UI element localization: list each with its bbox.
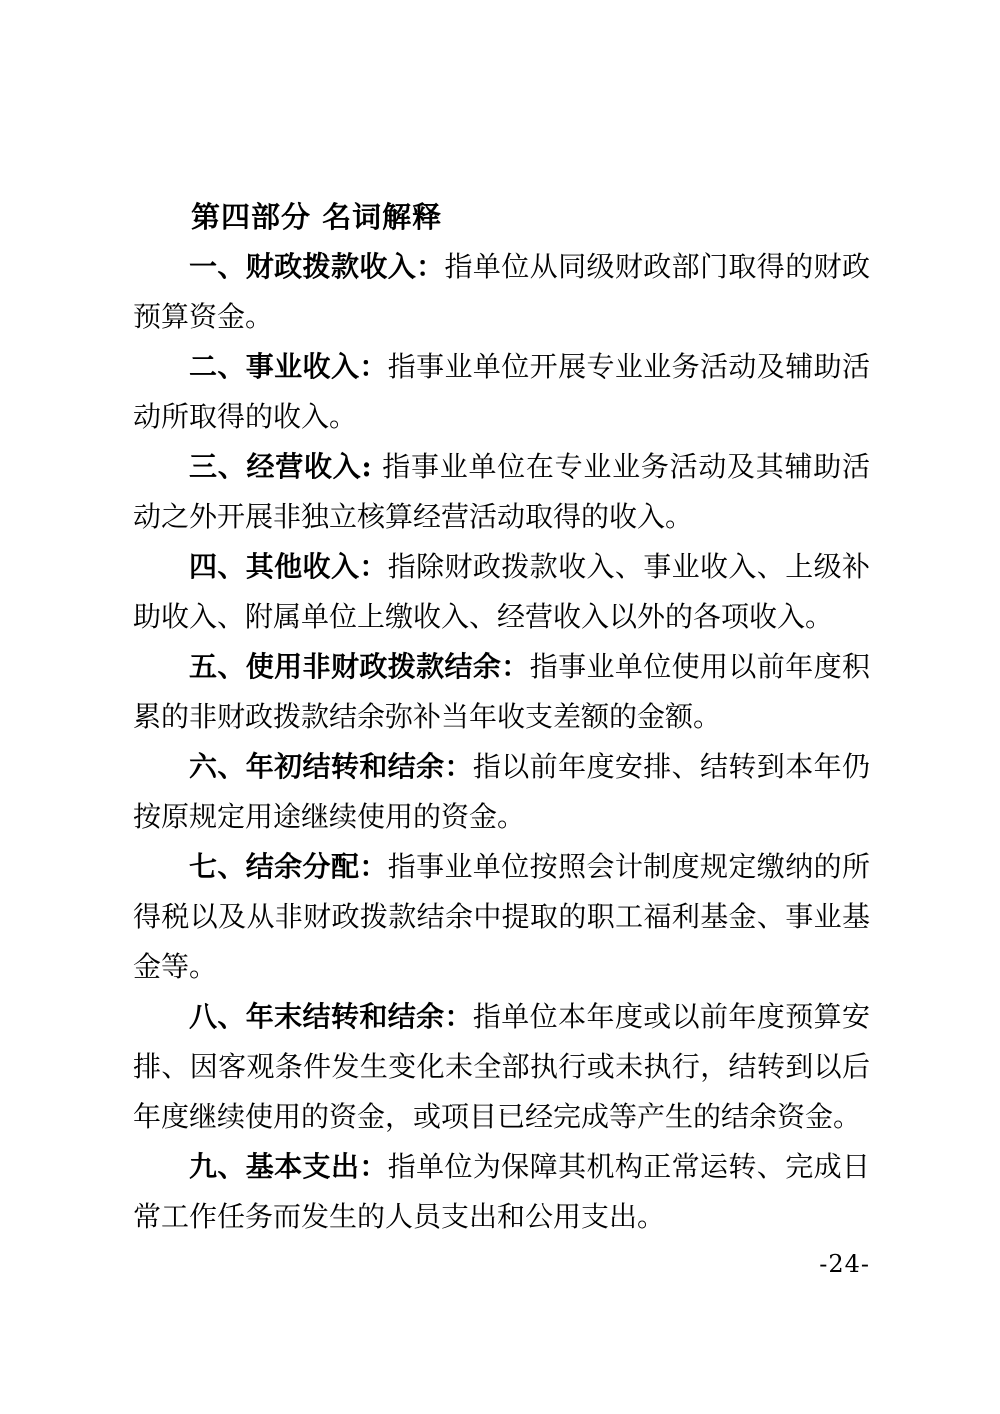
term-label: 五、使用非财政拨款结余： (189, 650, 530, 683)
term-label: 三、经营收入: (189, 450, 383, 483)
term-definition: 指事业单位按照会计制度规定缴纳的所得税以及从非财政拨款结余中提取的职工福利基金、事业基金等。 (133, 850, 870, 983)
term-definition: 指单位为保障其机构正常运转、完成日常工作任务而发生的人员支出和公用支出。 (133, 1150, 870, 1233)
page-number: -24- (819, 1250, 870, 1278)
term-label: 九、基本支出： (189, 1150, 388, 1183)
term-label: 八、年末结转和结余： (189, 1000, 473, 1033)
term-paragraph (133, 742, 870, 842)
term-paragraph (133, 842, 870, 992)
term-paragraph (133, 642, 870, 742)
term-definition: 指单位本年度或以前年度预算安排、因客观条件发生变化未全部执行或未执行，结转到以后年度继续使用的资金，或项目已经完成等产生的结余资金。 (133, 1000, 870, 1133)
term-definition: 指单位从同级财政部门取得的财政预算资金。 (133, 250, 870, 333)
term-paragraph (133, 242, 870, 342)
term-paragraph (133, 1142, 870, 1242)
term-definition: 指事业单位开展专业业务活动及辅助活动所取得的收入。 (133, 350, 870, 433)
term-paragraph (133, 542, 870, 642)
term-paragraph (133, 342, 870, 442)
terms-list (133, 242, 870, 1242)
term-definition: 指事业单位在专业业务活动及其辅助活动之外开展非独立核算经营活动取得的收入。 (133, 450, 870, 533)
term-definition: 指以前年度安排、结转到本年仍按原规定用途继续使用的资金。 (133, 750, 870, 833)
term-label: 四、其他收入： (189, 550, 388, 583)
term-label: 二、事业收入： (189, 350, 388, 383)
term-paragraph (133, 992, 870, 1142)
term-definition: 指事业单位使用以前年度积累的非财政拨款结余弥补当年收支差额的金额。 (133, 650, 870, 733)
term-label: 七、结余分配： (189, 850, 388, 883)
section-title: 第四部分 名词解释 (191, 200, 443, 234)
term-definition: 指除财政拨款收入、事业收入、上级补助收入、附属单位上缴收入、经营收入以外的各项收入。 (133, 550, 870, 633)
term-paragraph (133, 442, 870, 542)
term-label: 一、财政拨款收入： (189, 250, 445, 283)
term-label: 六、年初结转和结余： (189, 750, 473, 783)
